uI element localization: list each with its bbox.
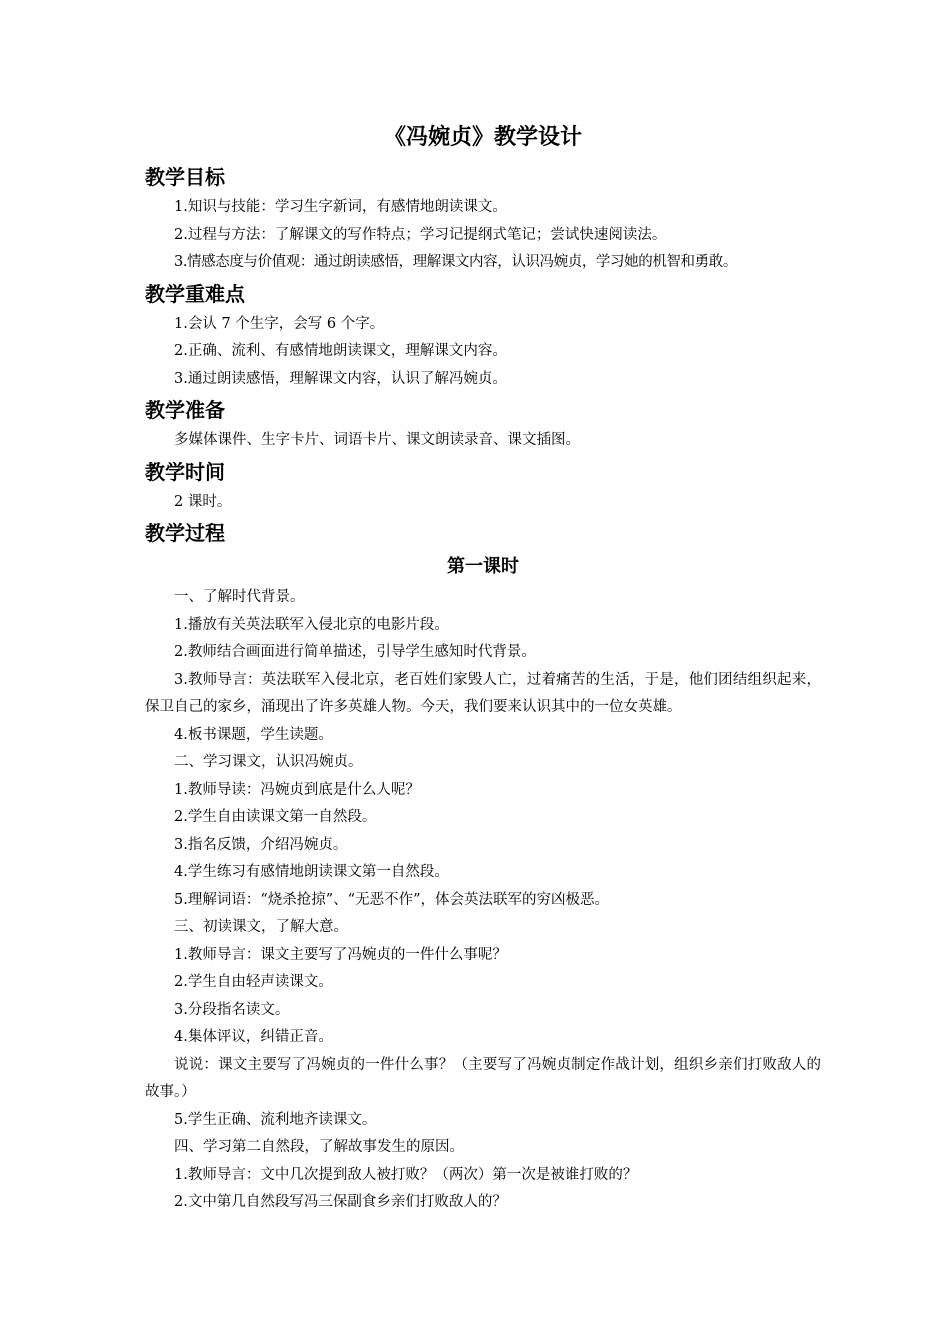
document-body [145,118,821,1217]
paragraph: 一、了解时代背景。 [174,589,305,605]
paragraph: 说说：课文主要写了冯婉贞的一件什么事？（主要写了冯婉贞制定作战计划，组织乡亲们打败敌人的故事。） [145,1056,821,1100]
paragraph: 3.指名反馈，介绍冯婉贞。 [174,836,348,853]
section-key-points [145,277,821,394]
section-heading: 教学目标 [145,165,225,189]
section-heading: 教学准备 [145,398,225,422]
paragraph: 1.教师导言：文中几次提到敌人被打败？（两次）第一次是被谁打败的？ [174,1166,638,1183]
paragraph: 2.学生自由轻声读课文。 [174,974,333,990]
section-heading: 教学时间 [145,459,225,484]
paragraph: 2.学生自由读课文第一自然段。 [174,809,377,825]
paragraph: 1.播放有关英法联军入侵北京的电影片段。 [174,616,449,633]
paragraph: 三、初读课文，了解大意。 [174,919,348,935]
document-title: 《冯婉贞》教学设计 [383,125,582,150]
paragraph: 3.情感态度与价值观：通过朗读感悟，理解课文内容，认识冯婉贞，学习她的机智和勇敢。 [174,254,737,270]
section-heading: 教学重难点 [145,281,245,306]
section-process [145,516,821,1217]
paragraph: 3.教师导言：英法联军入侵北京，老百姓们家毁人亡，过着痛苦的生活，于是，他们团结组织起来，保卫自己的家乡，涌现出了许多英雄人物。今天，我们要来认识其中的一位女英雄。 [145,671,821,715]
paragraph: 5.学生正确、流利地齐读课文。 [174,1111,377,1128]
paragraph: 3.分段指名读文。 [174,1001,290,1018]
paragraph: 2.教师结合画面进行简单描述，引导学生感知时代背景。 [174,644,536,660]
paragraph: 2 课时。 [174,493,232,510]
paragraph: 3.通过朗读感悟，理解课文内容，认识了解冯婉贞。 [174,370,507,387]
paragraph: 4.学生练习有感情地朗读课文第一自然段。 [174,864,449,880]
paragraph: 1.会认 7 个生字，会写 6 个字。 [174,315,385,332]
paragraph: 1.教师导言：课文主要写了冯婉贞的一件什么事呢？ [174,946,507,963]
paragraph: 2.正确、流利、有感情地朗读课文，理解课文内容。 [174,343,507,359]
paragraph: 2.过程与方法：了解课文的写作特点；学习记提纲式笔记；尝试快速阅读法。 [174,226,667,243]
lesson-subtitle: 第一课时 [447,556,519,577]
section-preparation [145,393,821,455]
paragraph: 4.板书课题，学生读题。 [174,726,333,743]
paragraph: 1.教师导读：冯婉贞到底是什么人呢？ [174,781,420,798]
paragraph: 1.知识与技能：学习生字新词，有感情地朗读课文。 [174,199,507,215]
paragraph: 多媒体课件、生字卡片、词语卡片、课文朗读录音、课文插图。 [174,432,580,448]
section-time [145,455,821,517]
paragraph: 二、学习课文，认识冯婉贞。 [174,754,363,770]
section-objectives [145,160,821,277]
paragraph: 4.集体评议，纠错正音。 [174,1029,333,1045]
paragraph: 四、学习第二自然段，了解故事发生的原因。 [174,1139,464,1155]
section-heading: 教学过程 [145,521,225,545]
paragraph: 2.文中第几自然段写冯三保副食乡亲们打败敌人的？ [174,1194,507,1210]
paragraph: 5.理解词语：“烧杀抢掠”、“无恶不作”，体会英法联军的穷凶极恶。 [174,891,609,908]
